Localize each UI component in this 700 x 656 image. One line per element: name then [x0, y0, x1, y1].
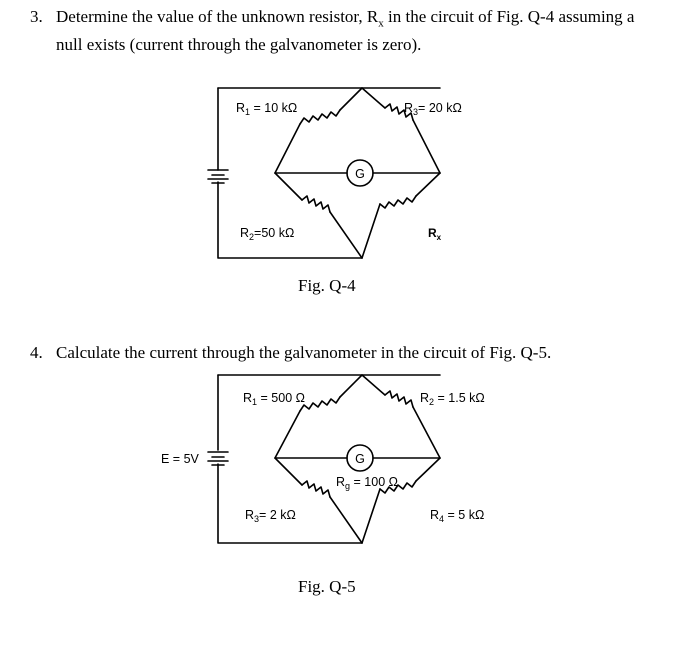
fig-q4-battery-icon — [208, 170, 228, 183]
question-4-line-1: Calculate the current through the galvanometer in the circuit of Fig. Q-5. — [56, 343, 552, 362]
fig-q4-r1-label: $R_1 = 10$ kΩ — [236, 101, 298, 117]
fig-q5-r1-label: $R_1 = 500$ Ω — [243, 391, 305, 407]
fig-q5-rg-label: $R_g = 100$ Ω — [336, 475, 398, 491]
fig-q5-r3-resistor-icon — [275, 458, 362, 543]
fig-q5-galv-label: G — [355, 452, 365, 466]
question-3-line-2: null exists (current through the galvanometer is zero). — [56, 35, 422, 55]
question-4 — [30, 342, 690, 363]
fig-q5-r2-label: $R_2 = 1.5$ kΩ — [420, 391, 485, 407]
question-4-number: 4. — [30, 343, 43, 362]
fig-q4-rx-label: $R_x$ — [428, 226, 442, 242]
fig-q4-galv-label: G — [355, 167, 365, 181]
fig-q5-r3-label: $R_3= 2$ kΩ — [245, 508, 296, 524]
fig-q5-r4-label: $R_4 = 5$ kΩ — [430, 508, 485, 524]
question-3-line-1: Determine the value of the unknown resistor, $R_x$ in the circuit of Fig. Q-4 assuming a — [56, 7, 635, 30]
fig-q4-left-wire-lower — [218, 182, 362, 258]
fig-q4-circuit — [208, 88, 462, 258]
question-3-number: 3. — [30, 7, 43, 26]
fig-q4-r2-resistor-icon — [275, 173, 362, 258]
fig-q4-caption: Fig. Q-4 — [298, 276, 356, 295]
fig-q5-r1-resistor-icon — [275, 375, 362, 458]
fig-q4-r2-label: $R_2=50$ kΩ — [240, 226, 295, 242]
fig-q5-circuit — [161, 375, 485, 543]
fig-q5-emf-label: E = 5V — [161, 452, 199, 466]
fig-q4-r3-label: $R_3= 20$ kΩ — [404, 101, 462, 117]
fig-q5-r2-resistor-icon — [362, 375, 440, 458]
fig-q4-rx-resistor-icon — [362, 173, 440, 258]
fig-q5-r4-resistor-icon — [362, 458, 440, 543]
fig-q5-battery-icon — [208, 452, 228, 465]
fig-q5-caption: Fig. Q-5 — [298, 577, 356, 596]
